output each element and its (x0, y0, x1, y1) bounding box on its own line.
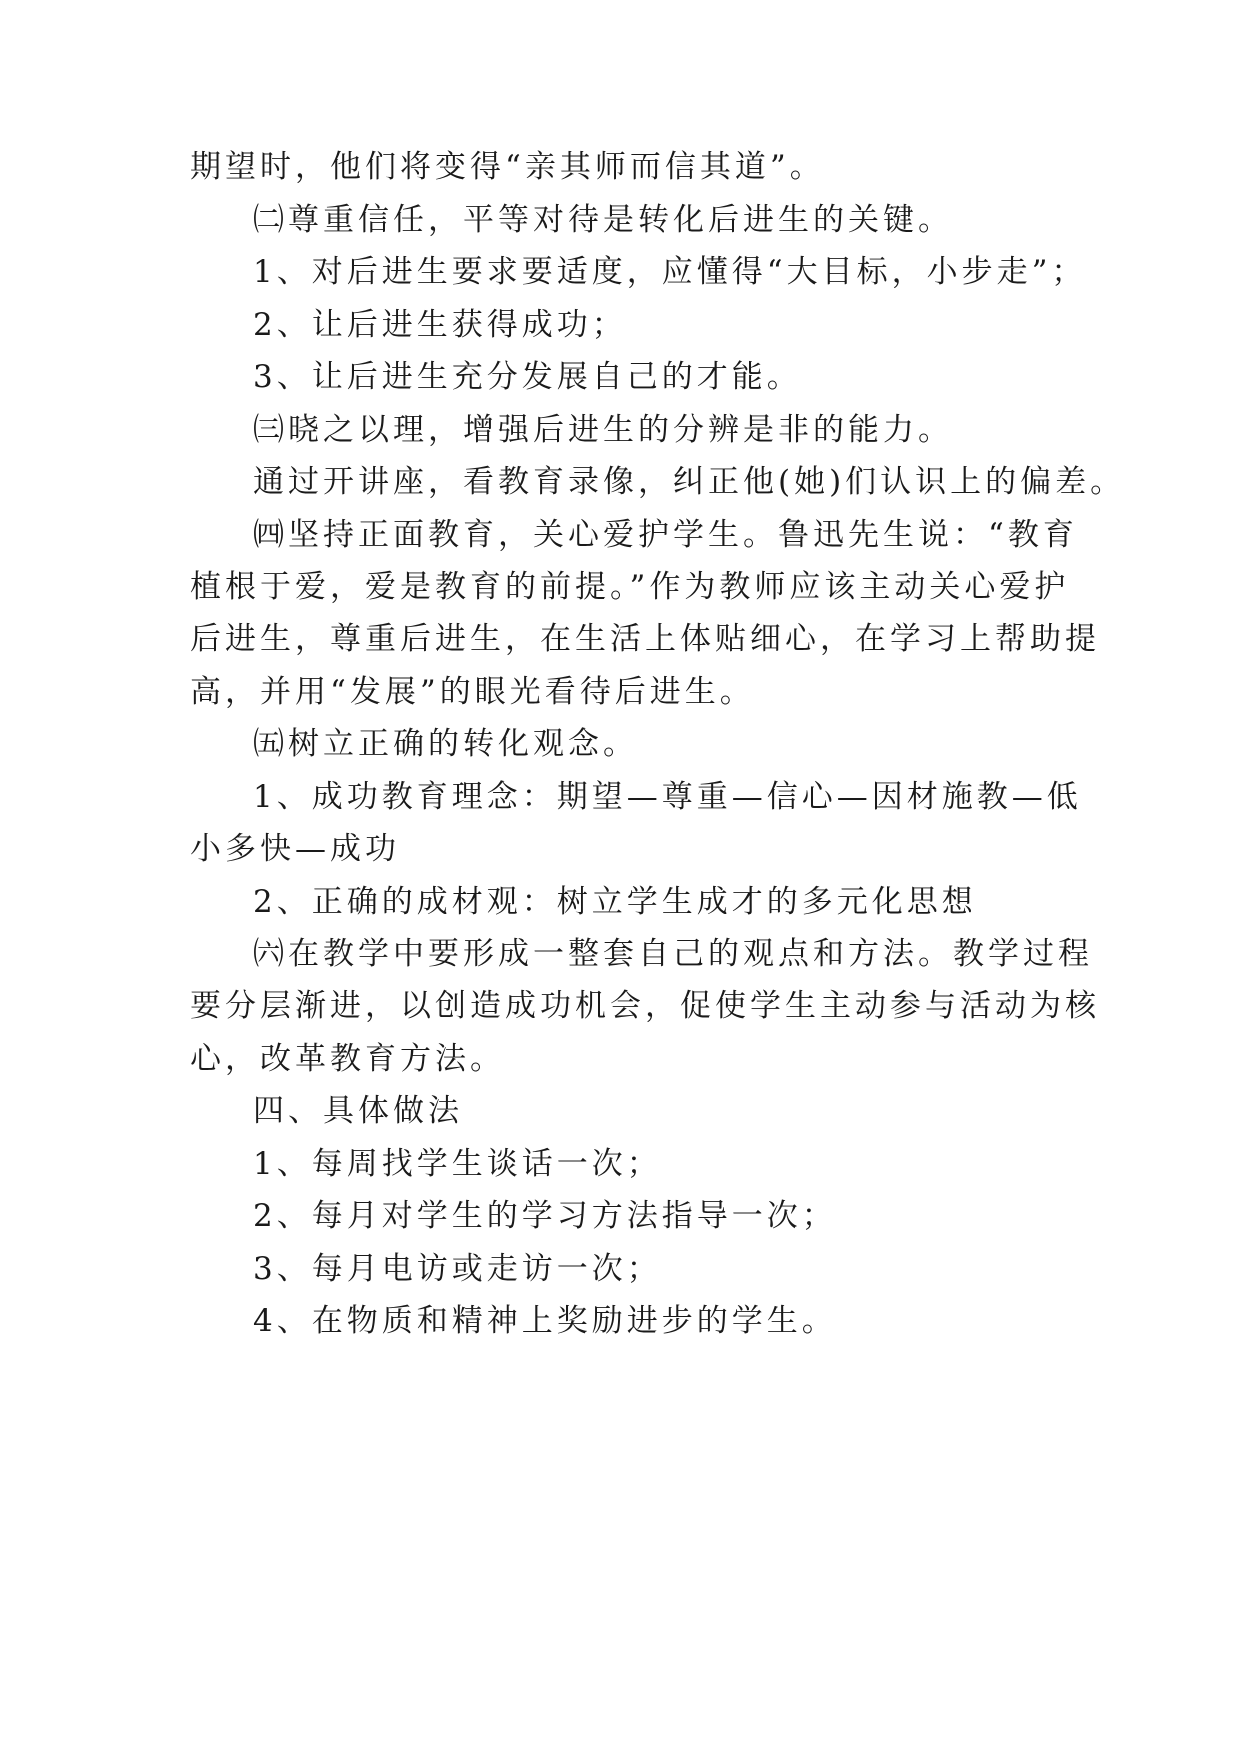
text-line-18: 心，改革教育方法。 (190, 1041, 505, 1077)
text-line-5: 3、让后进生充分发展自己的才能。 (253, 359, 802, 395)
text-line-21: 2、每月对学生的学习方法指导一次； (253, 1198, 837, 1234)
text-line-10: 后进生，尊重后进生，在生活上体贴细心，在学习上帮助提 (190, 621, 1100, 657)
text-line-8: ㈣坚持正面教育，关心爱护学生。鲁迅先生说：“教育 (253, 517, 1078, 553)
text-line-23: 4、在物质和精神上奖励进步的学生。 (253, 1303, 837, 1339)
text-line-11: 高，并用“发展”的眼光看待后进生。 (190, 674, 755, 710)
text-line-1: 期望时，他们将变得“亲其师而信其道”。 (190, 149, 825, 185)
text-line-12: ㈤树立正确的转化观念。 (253, 726, 638, 762)
text-line-16: ㈥在教学中要形成一整套自己的观点和方法。教学过程 (253, 936, 1093, 972)
text-line-7: 通过开讲座，看教育录像，纠正他(她)们认识上的偏差。 (253, 464, 1126, 500)
text-line-17: 要分层渐进，以创造成功机会，促使学生主动参与活动为核 (190, 988, 1100, 1024)
text-line-3: 1、对后进生要求要适度，应懂得“大目标，小步走”； (253, 254, 1087, 290)
text-line-22: 3、每月电访或走访一次； (253, 1251, 662, 1287)
text-line-20: 1、每周找学生谈话一次； (253, 1146, 662, 1182)
text-line-9: 植根于爱，爱是教育的前提。”作为教师应该主动关心爱护 (190, 569, 1070, 605)
text-line-14: 小多快—成功 (190, 831, 400, 867)
text-line-6: ㈢晓之以理，增强后进生的分辨是非的能力。 (253, 412, 953, 448)
text-line-2: ㈡尊重信任，平等对待是转化后进生的关键。 (253, 202, 953, 238)
section-heading: 四、具体做法 (253, 1093, 463, 1129)
text-line-4: 2、让后进生获得成功； (253, 307, 627, 343)
text-line-13: 1、成功教育理念：期望—尊重—信心—因材施教—低 (253, 779, 1082, 815)
text-line-15: 2、正确的成材观：树立学生成才的多元化思想 (253, 884, 977, 920)
